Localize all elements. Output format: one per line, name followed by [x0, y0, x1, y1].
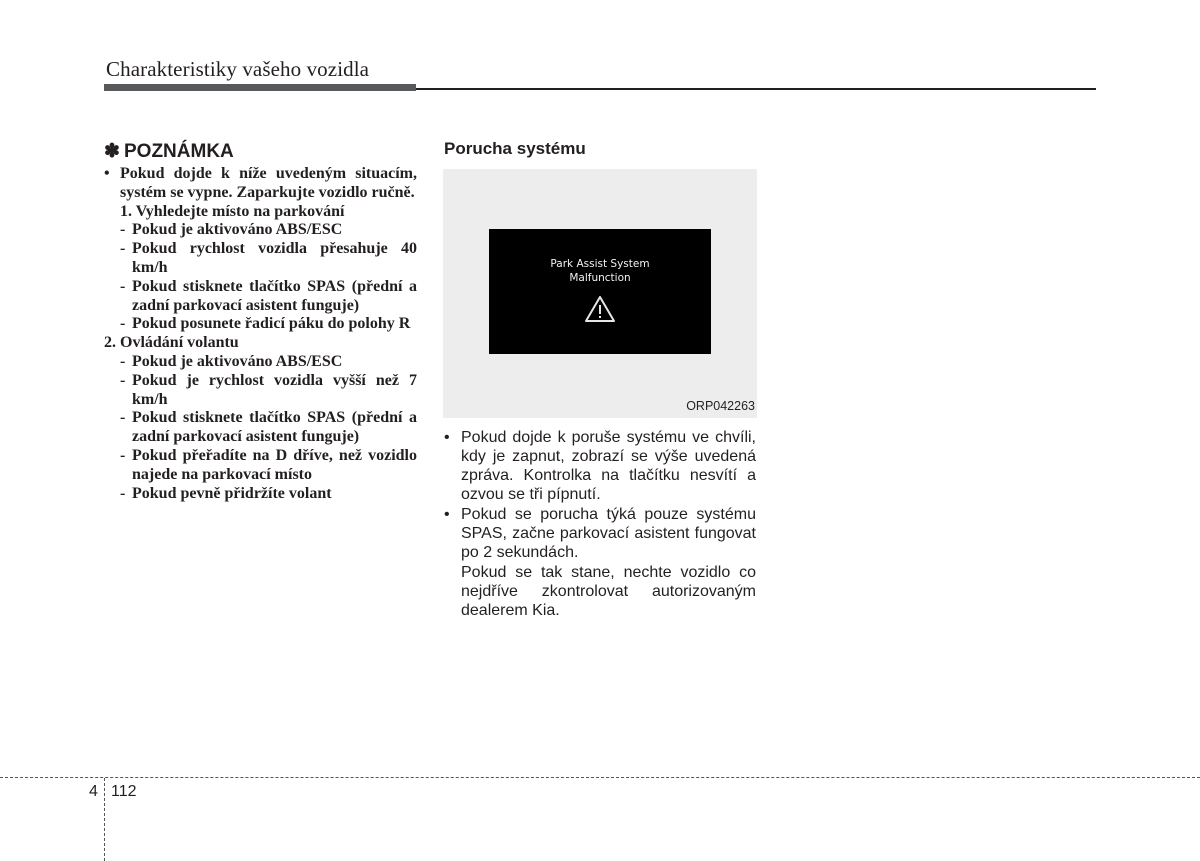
header-rule-thin	[416, 88, 1096, 90]
page-number: 112	[111, 783, 137, 800]
dash-mark: -	[120, 371, 126, 389]
body-paragraph	[444, 505, 756, 562]
list-item-text: Pokud je rychlost vozidla vyšší než 7 km/h	[132, 371, 417, 408]
list-item-text: Pokud rychlost vozidla přesahuje 40 km/h	[132, 240, 417, 276]
dash-mark: -	[120, 409, 126, 427]
note-intro-text: Pokud dojde k níže uvedeným situacím, systém se vypne. Zaparkujte vozidlo ručně.	[120, 165, 417, 201]
list-item-text: Pokud stisknete tlačítko SPAS (přední a zadní parkovací asistent funguje)	[132, 277, 417, 314]
asterisk-icon: ✽	[104, 141, 120, 162]
body-paragraph-text: Pokud se porucha týká pouze systému SPAS, začne parkovací asistent fungovat po 2 sekundách.	[461, 506, 756, 561]
list-item-text: Pokud pevně přidržíte volant	[132, 484, 332, 502]
dash-mark: -	[120, 240, 126, 258]
chapter-number: 4	[89, 783, 98, 800]
header-rule-thick	[104, 84, 416, 91]
note-box	[104, 140, 417, 503]
list-item	[104, 278, 417, 316]
body-paragraph	[444, 563, 756, 620]
dash-mark: -	[120, 221, 126, 239]
note-step2	[104, 334, 417, 353]
display-message-line1: Park Assist System	[550, 258, 650, 270]
list-item-text: Pokud přeřadíte na D dříve, než vozidlo najede na parkovací místo	[132, 446, 417, 483]
bullet-mark: •	[444, 506, 450, 523]
note-heading	[104, 140, 417, 164]
dash-mark: -	[120, 277, 126, 295]
list-item	[104, 447, 417, 485]
list-item-text: Pokud je aktivováno ABS/ESC	[132, 221, 343, 239]
header-title: Charakteristiky vašeho vozidla	[106, 57, 370, 81]
list-item	[104, 372, 417, 410]
cluster-display	[489, 229, 711, 354]
dash-mark: -	[120, 352, 126, 370]
list-item	[104, 485, 417, 504]
list-item	[104, 353, 417, 372]
dash-mark: -	[120, 315, 126, 333]
note-heading-text: POZNÁMKA	[124, 141, 234, 162]
dash-mark: -	[120, 484, 126, 502]
display-message-line2: Malfunction	[569, 272, 631, 284]
section-title: Porucha systému	[444, 139, 586, 158]
list-item-text: Pokud posunete řadicí páku do polohy R	[132, 315, 411, 333]
body-paragraph-text: Pokud dojde k poruše systému ve chvíli, kdy je zapnut, zobrazí se výše uvedená zpráva. Kontrolka na tlačítku nesvítí a ozvou se tři pípnutí.	[461, 429, 756, 503]
body-text	[444, 428, 756, 621]
figure-panel	[443, 169, 757, 418]
footer-divider	[0, 777, 1200, 778]
list-item	[104, 221, 417, 240]
step2-number: 2.	[104, 334, 116, 352]
bullet-mark: •	[104, 165, 110, 182]
body-paragraph-text: Pokud se tak stane, nechte vozidlo co nejdříve zkontrolovat autorizovaným dealerem Kia.	[461, 564, 756, 619]
list-item	[104, 409, 417, 447]
body-paragraph	[444, 428, 756, 504]
figure-code: ORP042263	[686, 399, 755, 413]
bullet-mark: •	[444, 429, 450, 446]
dash-mark: -	[120, 446, 126, 464]
list-item-text: Pokud stisknete tlačítko SPAS (přední a zadní parkovací asistent funguje)	[132, 409, 417, 446]
warning-triangle-icon	[584, 295, 616, 323]
note-step2-text: Ovládání volantu	[120, 334, 239, 352]
footer-vertical-divider	[104, 778, 105, 861]
list-item-text: Pokud je aktivováno ABS/ESC	[132, 352, 343, 370]
note-intro	[104, 165, 417, 203]
note-step1: 1. Vyhledejte místo na parkování	[120, 202, 345, 220]
list-item	[104, 240, 417, 278]
list-item	[104, 315, 417, 334]
